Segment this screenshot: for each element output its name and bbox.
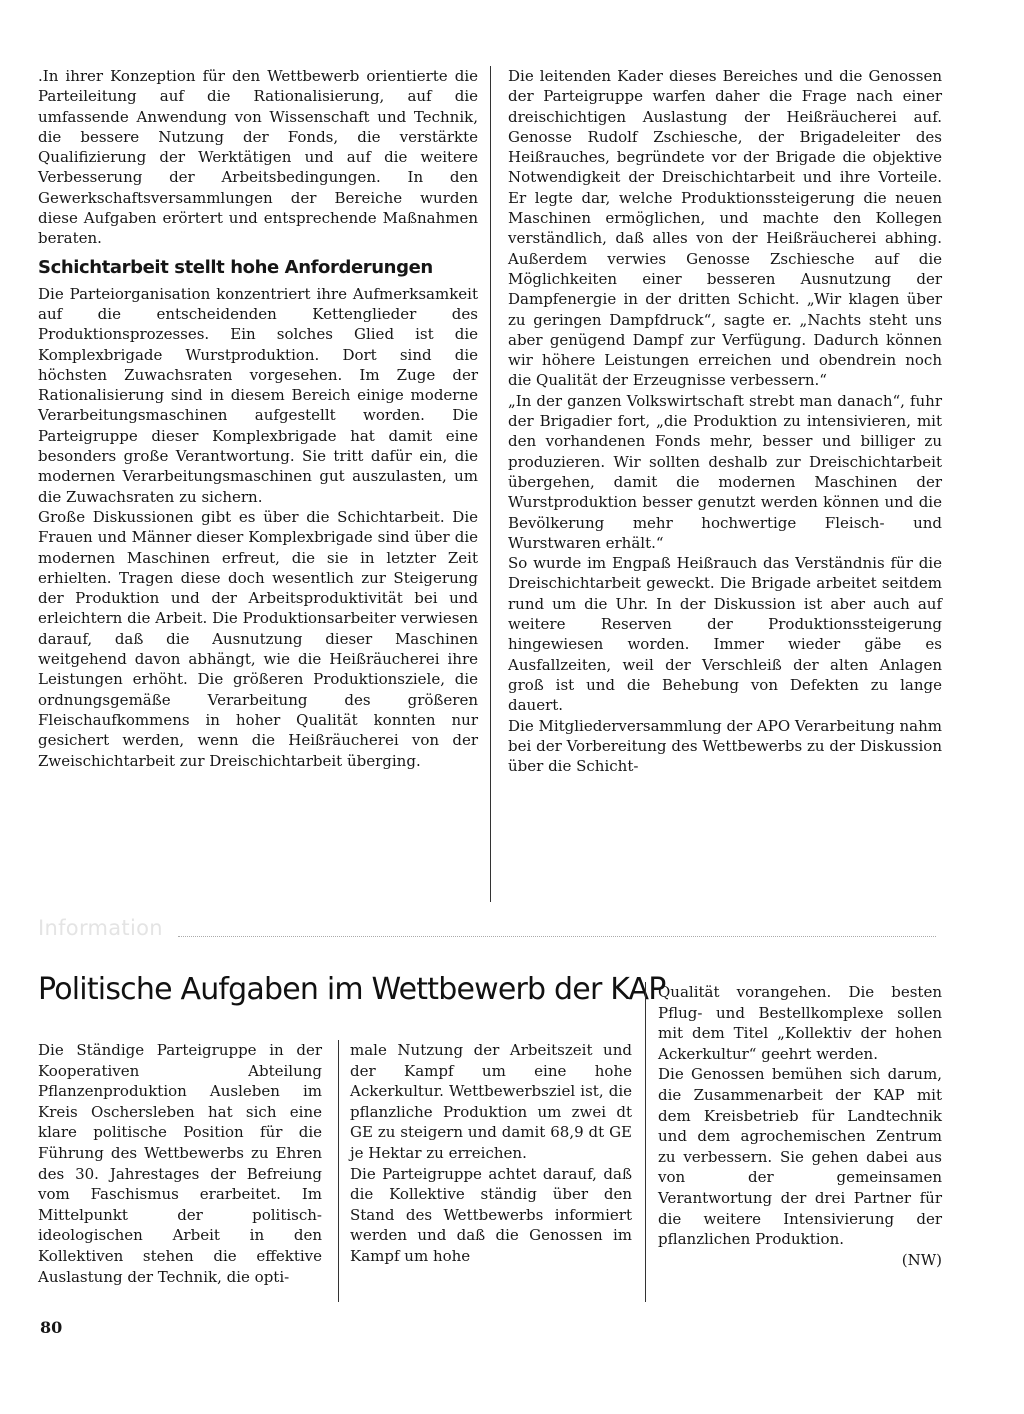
body-paragraph: Die Mitgliederversammlung der APO Verarbeitung nahm bei der Vorbereitung des Wettbewerbs zu der Diskussion über die Schicht- xyxy=(508,716,942,776)
body-paragraph: Große Diskussionen gibt es über die Schichtarbeit. Die Frauen und Männer dieser Komplexbrigade sind über die modernen Maschinen erfreut, die sie in letzter Zeit erhielten. Tragen diese doch wesentlich zur Steigerung der Produktion und der Arbeitsproduktivität bei und erleichtern die Arbeit. Die Produktionsarbeiter verwiesen darauf, daß die Ausnutzung dieser Maschinen weitgehend davon abhängt, wie die Heißräucherei ihre Leistungen erhöht. Die größeren Produktionsziele, die ordnungsgemäße Verarbeitung des größeren Fleischaufkommens in hoher Qualität konnten nur gesichert werden, wenn die Heißräucherei von der Zweischichtarbeit zur Dreischichtarbeit überging. xyxy=(38,507,478,770)
body-paragraph: Die Parteigruppe achtet darauf, daß die Kollektive ständig über den Stand des Wettbewerbs informiert werden und daß die Genossen im Kampf um hohe xyxy=(350,1164,632,1265)
article-title: Politische Aufgaben im Wettbewerb der KAP xyxy=(38,972,666,1007)
column-divider xyxy=(645,982,646,1302)
body-paragraph: Qualität vorangehen. Die besten Pflug- und Bestellkomplexe sollen mit dem Titel „Kollektiv der hohen Ackerkultur“ geehrt werden. xyxy=(658,983,942,1063)
body-paragraph: Die Parteiorganisation konzentriert ihre Aufmerksamkeit auf die entscheidenden Kettenglieder des Produktionsprozesses. Ein solches Glied ist die Komplexbrigade Wurstproduktion. Dort sind die höchsten Zuwachsraten vorgesehen. Im Zuge der Rationalisierung sind in diesem Bereich einige moderne Verarbeitungsmaschinen aufgestellt worden. Die Parteigruppe dieser Komplexbrigade hat damit eine besonders große Verantwortung. Sie tritt dafür ein, die modernen Verarbeitungsmaschinen gut auszulasten, um die Zuwachsraten zu sichern. xyxy=(38,284,478,506)
upper-right-column xyxy=(508,66,942,776)
body-paragraph: .In ihrer Konzeption für den Wettbewerb orientierte die Parteileitung auf die Rationalisierung, auf die umfassende Anwendung von Wissenschaft und Technik, die bessere Nutzung der Fonds, die verstärkte Qualifizierung der Werktätigen und auf die weitere Verbesserung der Arbeitsbedingungen. In den Gewerkschaftsversammlungen der Bereiche wurden diese Aufgaben erörtert und entsprechende Maßnahmen beraten. xyxy=(38,67,478,248)
author-signoff: (NW) xyxy=(901,1250,942,1269)
column-divider xyxy=(490,66,491,902)
body-paragraph: So wurde im Engpaß Heißrauch das Verständnis für die Dreischichtarbeit geweckt. Die Brigade arbeitet seitdem rund um die Uhr. In der Diskussion ist aber auch auf weitere Reserven der Produktionssteigerung hingewiesen worden. Immer wieder gäbe es Ausfallzeiten, weil der Verschleiß der alten Anlagen groß ist und die Behebung von Defekten zu lange dauert. xyxy=(508,554,942,715)
body-paragraph: Die Genossen bemühen sich darum, die Zusammenarbeit der KAP mit dem Kreisbetrieb für Landtechnik und dem agrochemischen Zentrum zu verbessern. Sie gehen dabei aus von der gemeinsamen Verantwortung der drei Partner für die weitere Intensivierung der pflanzlichen Produktion. xyxy=(658,1065,942,1249)
body-paragraph: „In der ganzen Volkswirtschaft strebt man danach“, fuhr der Brigadier fort, „die Produktion zu intensivieren, mit den vorhandenen Fonds mehr, besser und billiger zu produzieren. Wir sollten deshalb zur Dreischichtarbeit übergehen, damit die modernen Maschinen der Wurstproduktion besser genutzt werden können und die Bevölkerung mehr hochwertige Fleisch- und Wurstwaren erhält.“ xyxy=(508,391,942,552)
section-label: Information xyxy=(38,916,163,940)
column-divider xyxy=(338,1040,339,1302)
body-paragraph: Die leitenden Kader dieses Bereiches und die Genossen der Parteigruppe warfen daher die Frage nach einer dreischichtigen Auslastung der Heißräucherei auf. Genosse Rudolf Zschiesche, der Brigadeleiter des Heißrauches, begründete vor der Brigade die objektive Notwendigkeit der Dreischichtarbeit und ihre Vorteile. Er legte dar, welche Produktionssteigerung die neuen Maschinen ermöglichen, und machte den Kollegen verständlich, daß alles von der Heißräucherei abhing. Außerdem verwies Genosse Zschiesche auf die Möglichkeiten einer besseren Ausnutzung der Dampfenergie in der dritten Schicht. „Wir klagen über zu geringen Dampfdruck“, sagte er. „Nachts steht uns aber genügend Dampf zur Verfügung. Dadurch können wir höhere Leistungen erreichen und obendrein noch die Qualität der Erzeugnisse verbessern.“ xyxy=(508,67,942,390)
kap-column-2 xyxy=(350,1040,632,1267)
kap-column-3 xyxy=(658,982,942,1270)
upper-left-column xyxy=(38,66,478,771)
page-number: 80 xyxy=(40,1318,63,1337)
body-paragraph: Die Ständige Parteigruppe in der Kooperativen Abteilung Pflanzenproduktion Ausleben im Kreis Oschersleben hat sich eine klare politische Position für die Führung des Wettbewerbs zu Ehren des 30. Jahrestages der Befreiung vom Faschismus erarbeitet. Im Mittelpunkt der politisch-ideologischen Arbeit in den Kollektiven stehen die effektive Auslastung der Technik, die opti- xyxy=(38,1041,322,1286)
kap-column-1 xyxy=(38,1040,322,1287)
body-paragraph: male Nutzung der Arbeitszeit und der Kampf um eine hohe Ackerkultur. Wettbewerbsziel ist, die pflanzliche Produktion um zwei dt GE zu steigern und damit 68,9 dt GE je Hektar zu erreichen. xyxy=(350,1041,632,1162)
separator-rule xyxy=(178,936,936,937)
section-heading: Schichtarbeit stellt hohe Anforderungen xyxy=(38,256,433,278)
